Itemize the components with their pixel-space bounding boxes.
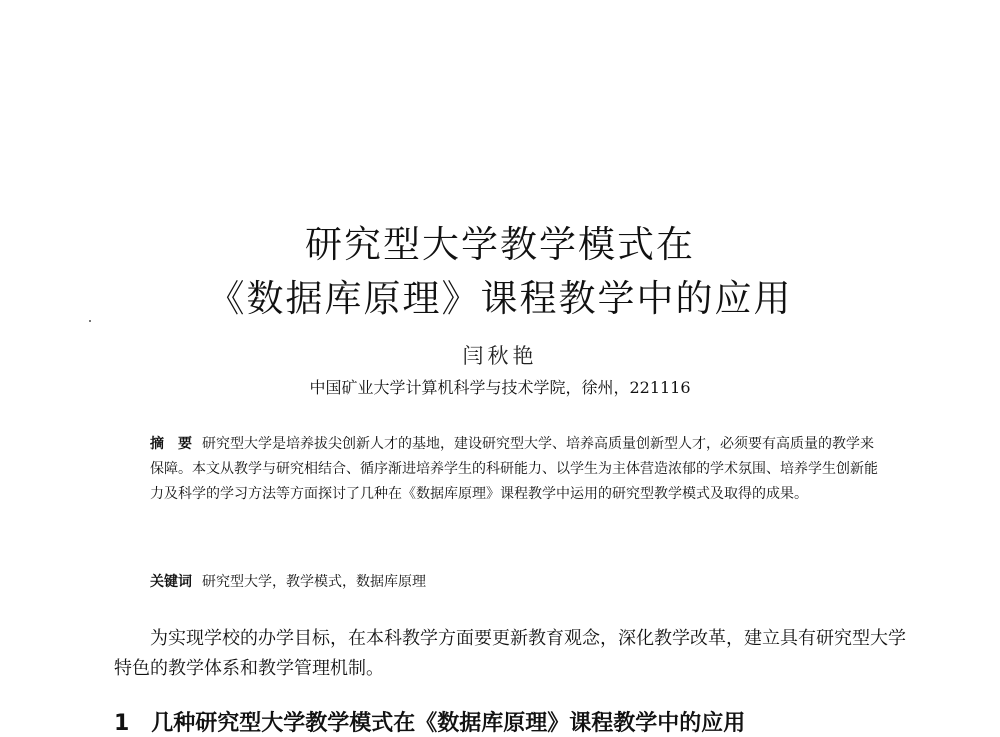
author-affiliation: 中国矿业大学计算机科学与技术学院，徐州，221116 — [309, 378, 691, 397]
paper-title-line-2: 《数据库原理》课程教学中的应用 — [207, 277, 793, 320]
abstract-text: 研究型大学是培养拔尖创新人才的基地，建设研究型大学、培养高质量创新型人才，必须要有高质量的教学来保障。本文从教学与研究相结合、循序渐进培养学生的科研能力、以学生为主体营造浓郁的学术氛围、培养学生创新能力及科学的学习方法等方面探讨了几种在《数据库原理》课程教学中运用的研究型教学模式及取得的成果。 — [150, 436, 878, 502]
intro-paragraph: 为实现学校的办学目标，在本科教学方面要更新教育观念，深化教学改革，建立具有研究型大学特色的教学体系和教学管理机制。 — [114, 628, 906, 679]
section-heading: 1 几种研究型大学教学模式在《数据库原理》课程教学中的应用 — [114, 711, 746, 736]
abstract — [150, 432, 885, 507]
keywords-text: 研究型大学，教学模式，数据库原理 — [202, 574, 426, 590]
keywords — [150, 571, 885, 591]
paper-title-line-1: 研究型大学教学模式在 — [305, 223, 695, 266]
author-name: 闫秋艳 — [462, 344, 538, 368]
keywords-label: 关键词 — [150, 574, 192, 590]
abstract-label: 摘 要 — [150, 436, 192, 452]
